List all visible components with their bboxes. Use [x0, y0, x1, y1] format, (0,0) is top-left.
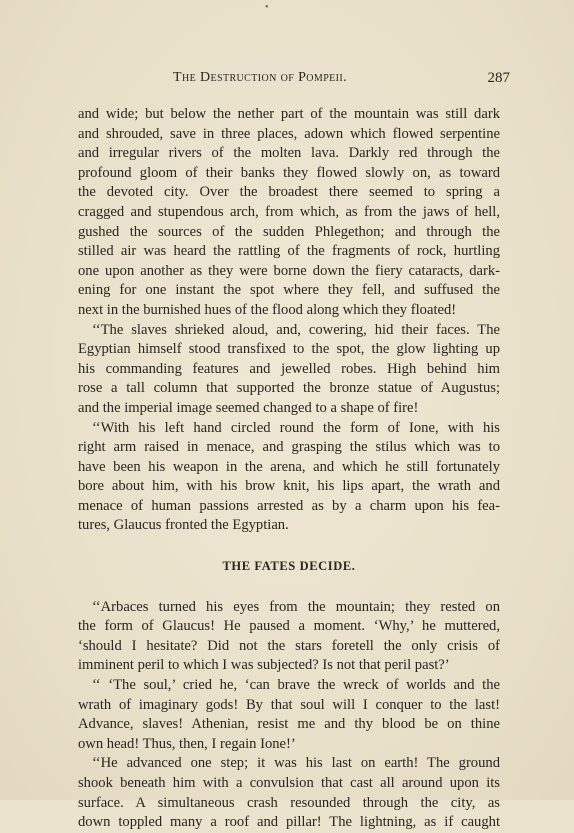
- text-line: tures, Glaucus fronted the Egyptian.: [78, 517, 289, 534]
- text-line: gushed the sources of the sudden Phlegethon; and through the: [78, 223, 500, 240]
- text-line: profound gloom of their banks they flowed slowly on, as toward: [78, 164, 500, 181]
- text-line: have been his weapon in the arena, and which he still fortunately: [78, 458, 500, 475]
- text-line: and shrouded, save in three places, adown which flowed serpentine: [78, 125, 500, 142]
- paragraph-5: [78, 676, 500, 754]
- page-number: 287: [487, 70, 510, 86]
- text-line: menace of human passions arrested as by a charm upon his fea-: [78, 497, 500, 514]
- text-line: bore about him, with his brow knit, his lips apart, the wrath and: [78, 478, 500, 495]
- text-line: and the imperial image seemed changed to a shape of fire!: [78, 399, 419, 416]
- text-line: stilled air was heard the rattling of the fragments of rock, hurtling: [78, 243, 500, 260]
- text-line: ‘‘Arbaces turned his eyes from the mountain; they rested on: [92, 598, 500, 615]
- text-line: ‘‘He advanced one step; it was his last on earth! The ground: [92, 755, 500, 772]
- text-line: the devoted city. Over the broadest there seemed to spring a: [78, 184, 500, 201]
- text-line: imminent peril to which I was subjected? Is not that peril past?’: [78, 657, 450, 674]
- running-header: [173, 70, 510, 88]
- paragraph-3: [78, 419, 500, 537]
- paragraph-1: [78, 105, 500, 321]
- text-line: surface. A simultaneous crash resounded through the city, as: [78, 794, 500, 811]
- text-line: and irregular rivers of the molten lava. Darkly red through the: [78, 145, 500, 162]
- paragraph-4: [78, 598, 500, 676]
- text-line: Egyptian himself stood transfixed to the spot, the glow lighting up: [78, 341, 500, 358]
- text-line: cragged and stupendous arch, from which, as from the jaws of hell,: [78, 203, 500, 220]
- text-line: next in the burnished hues of the flood along which they floated!: [78, 301, 457, 318]
- paragraph-2: [78, 321, 500, 419]
- text-line: ‘‘The slaves shrieked aloud, and, cowering, hid their faces. The: [92, 321, 500, 338]
- paragraph-6: [78, 754, 500, 832]
- text-line: ‘‘With his left hand circled round the form of Ione, with his: [92, 419, 500, 436]
- text-line: own head! Thus, then, I regain Ione!’: [78, 735, 296, 752]
- text-line: ‘should I hesitate? Did not the stars foretell the only crisis of: [78, 637, 500, 654]
- running-title: The Destruction of Pompeii.: [173, 70, 348, 85]
- text-line: ‘‘ ‘The soul,’ cried he, ‘can brave the wreck of worlds and the: [92, 677, 500, 694]
- text-line: rose a tall column that supported the bronze statue of Augustus;: [78, 380, 500, 397]
- section-heading: THE FATES DECIDE.: [222, 559, 356, 574]
- text-line: right arm raised in menace, and grasping the stilus which was to: [78, 439, 500, 456]
- page-body: [78, 105, 500, 833]
- text-line: ening for one instant the spot where they fell, and suffused the: [78, 282, 500, 299]
- text-line: his commanding features and jewelled robes. High behind him: [78, 360, 500, 377]
- text-line: shook beneath him with a convulsion that cast all around upon its: [78, 775, 500, 791]
- text-line: one upon another as they were borne down the fiery cataracts, dark-: [78, 262, 500, 279]
- text-line: and wide; but below the nether part of the mountain was still dark: [78, 106, 500, 122]
- text-line: wrath of imaginary gods! By that soul will I conquer to the last!: [78, 696, 500, 713]
- text-line: the form of Glaucus! He paused a moment. ‘Why,’ he muttered,: [78, 618, 500, 635]
- text-line: down toppled many a roof and pillar! The lightning, as if caught: [78, 814, 500, 831]
- text-line: Advance, slaves! Athenian, resist me and thy blood be on thine: [78, 716, 500, 733]
- page-top-mark: •: [265, 2, 269, 13]
